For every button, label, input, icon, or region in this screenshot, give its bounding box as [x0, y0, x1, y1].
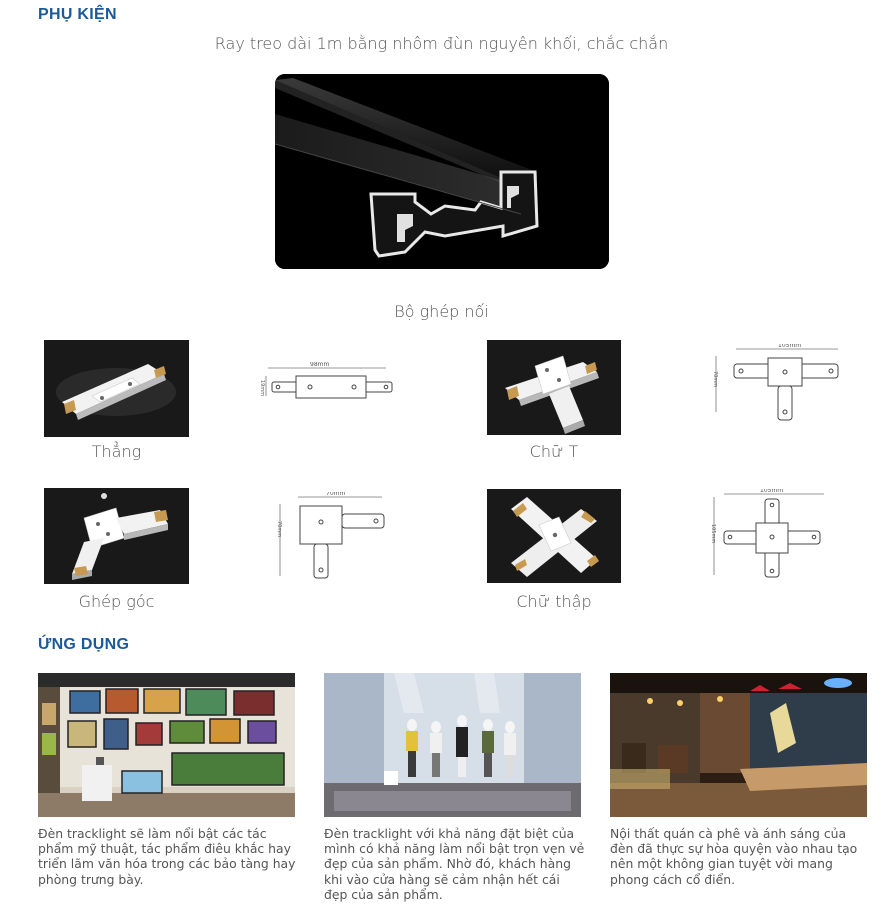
cross-connector-photo — [487, 489, 621, 583]
gallery-photo — [38, 673, 295, 817]
corner-dim-width: 70mm — [326, 492, 346, 497]
rail-photo — [275, 74, 609, 269]
cafe-photo — [610, 673, 867, 817]
cross-dim-height: 105mm — [710, 524, 716, 544]
straight-dim-height: 19mm — [259, 380, 265, 397]
accessories-heading: PHỤ KIỆN — [38, 6, 117, 23]
corner-dim-height: 70mm — [276, 521, 282, 538]
t-connector-photo — [487, 340, 621, 435]
corner-connector-photo — [44, 488, 189, 584]
gallery-description: Đèn tracklight sẽ làm nổi bật các tác phẩm mỹ thuật, tác phẩm điêu khắc hay triển lãm văn hóa trong các bảo tàng hay phòng trưng bày. — [38, 826, 296, 887]
straight-connector-label: Thẳng — [91, 442, 142, 461]
t-dim-width: 105mm — [778, 344, 802, 349]
rail-caption: Ray treo dài 1m bằng nhôm đùn nguyên khối, chắc chắn — [214, 34, 669, 53]
applications-heading: ỨNG DỤNG — [38, 636, 130, 653]
cross-connector-diagram — [704, 489, 834, 579]
straight-connector-diagram — [250, 362, 400, 412]
store-photo — [324, 673, 581, 817]
t-connector-diagram — [708, 344, 858, 424]
store-description: Đèn tracklight với khả năng đặt biệt của mình có khả năng làm nổi bật trọn vẹn vẻ đẹp của sản phẩm. Nhờ đó, khách hàng khi vào cửa hàng sẽ cảm nhận hết cái đẹp của sản phẩm. — [324, 826, 585, 902]
connectors-heading: Bộ ghép nối — [394, 302, 489, 321]
corner-connector-label: Ghép góc — [78, 592, 155, 611]
straight-dim-width: 98mm — [310, 362, 330, 368]
straight-connector-photo — [44, 340, 189, 437]
cross-connector-label: Chữ thập — [516, 592, 592, 611]
corner-connector-diagram — [270, 492, 390, 582]
cafe-description: Nội thất quán cà phê và ánh sáng của đèn đã thực sự hòa quyện vào nhau tạo nên một không gian tuyệt vời mang phong cách cổ điển. — [610, 826, 858, 887]
t-connector-label: Chữ T — [529, 442, 579, 461]
t-dim-height: 70mm — [712, 371, 718, 388]
cross-dim-width: 105mm — [760, 489, 784, 494]
